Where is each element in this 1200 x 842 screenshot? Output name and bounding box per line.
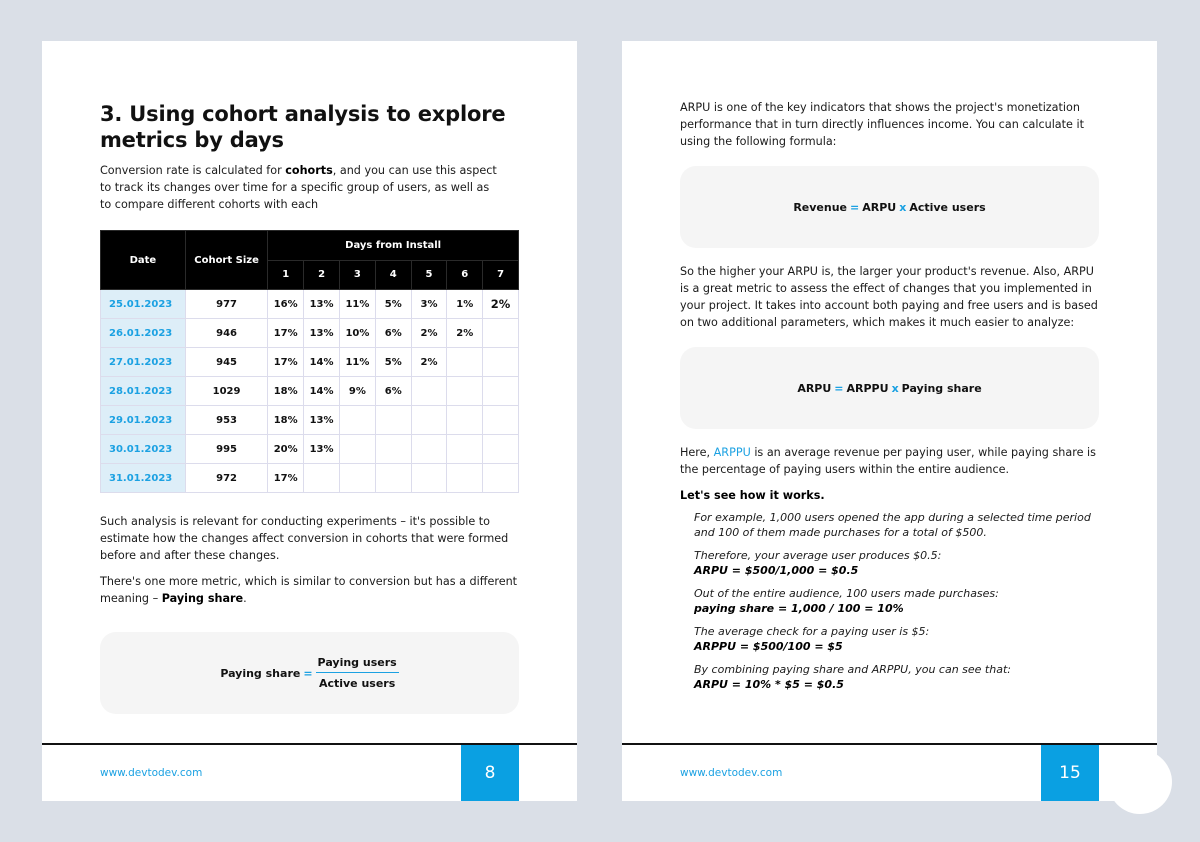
page-number: 8 <box>461 745 519 801</box>
formula-lhs: Paying share <box>220 666 301 680</box>
para-bold: Paying share <box>161 592 244 605</box>
arpu-intro-paragraph: ARPU is one of the key indicators that shows the project's monetization performance that in turn directly influences income. You can calculate it using the following formula: <box>680 101 1084 148</box>
cell-value <box>483 319 519 348</box>
cell-value <box>483 464 519 493</box>
formula-multiply: x <box>891 381 899 395</box>
arppu-link[interactable]: ARPPU <box>713 446 751 459</box>
floating-action-button[interactable] <box>1108 750 1172 814</box>
cell-value: 3% <box>411 290 447 319</box>
cell-value: 13% <box>304 290 340 319</box>
cell-size: 953 <box>185 406 267 435</box>
table-row <box>101 406 519 435</box>
intro-text: Conversion rate is calculated for <box>100 164 286 177</box>
revenue-formula <box>680 166 1099 248</box>
table-row <box>101 377 519 406</box>
cell-value <box>483 435 519 464</box>
cell-value <box>304 464 340 493</box>
intro-paragraph <box>100 162 500 213</box>
cell-value: 2% <box>447 319 483 348</box>
cell-size: 977 <box>185 290 267 319</box>
cell-value <box>447 406 483 435</box>
cell-value: 5% <box>375 348 411 377</box>
cell-value: 6% <box>375 319 411 348</box>
cell-value <box>447 435 483 464</box>
cell-value <box>375 464 411 493</box>
experiments-paragraph: Such analysis is relevant for conducting experiments – it's possible to estimate how the changes affect conversion in cohorts that were formed before and after these changes. <box>100 515 509 562</box>
cell-value: 17% <box>268 464 304 493</box>
cell-value: 11% <box>339 290 375 319</box>
table-row <box>101 464 519 493</box>
cell-value: 13% <box>304 406 340 435</box>
cell-value: 2% <box>411 319 447 348</box>
cell-date: 29.01.2023 <box>101 406 186 435</box>
cell-size: 945 <box>185 348 267 377</box>
cell-value <box>375 406 411 435</box>
cell-date: 25.01.2023 <box>101 290 186 319</box>
header-days-from-install: Days from Install <box>268 231 519 261</box>
formula-multiply: x <box>899 200 907 214</box>
paying-share-paragraph <box>100 573 520 607</box>
header-day: 3 <box>339 260 375 290</box>
cell-value: 6% <box>375 377 411 406</box>
formula-term: Paying share <box>901 381 982 395</box>
cell-value: 14% <box>304 348 340 377</box>
header-day: 4 <box>375 260 411 290</box>
formula-term: ARPPU <box>846 381 889 395</box>
cell-value: 20% <box>268 435 304 464</box>
cell-value <box>375 435 411 464</box>
cell-value <box>411 406 447 435</box>
cell-value <box>411 464 447 493</box>
cell-value: 17% <box>268 348 304 377</box>
cell-value: 2% <box>483 290 519 319</box>
header-day: 6 <box>447 260 483 290</box>
header-date: Date <box>101 231 186 290</box>
example-calc: ARPU = 10% * $5 = $0.5 <box>694 678 844 691</box>
cell-value: 5% <box>375 290 411 319</box>
cell-date: 31.01.2023 <box>101 464 186 493</box>
para-text-end: . <box>243 592 247 605</box>
cell-value <box>411 435 447 464</box>
cell-value: 1% <box>447 290 483 319</box>
cell-size: 946 <box>185 319 267 348</box>
intro-text-end: , and you can use this aspect to track its changes over time for a specific group of users, as well as to compare different cohorts with each <box>100 164 497 211</box>
formula-equals: = <box>850 200 860 214</box>
formula-fraction <box>316 656 399 690</box>
para-text: Here, <box>680 446 714 459</box>
cell-value: 11% <box>339 348 375 377</box>
cell-value <box>483 406 519 435</box>
cell-value <box>483 348 519 377</box>
formula-term: Active users <box>909 200 986 214</box>
arpu-details-paragraph: So the higher your ARPU is, the larger your product's revenue. Also, ARPU is a great metric to assess the effect of changes that you implemented in your project. It takes into account both paying and free users and is based on two additional parameters, which makes it much easier to analyze: <box>680 265 1098 329</box>
header-day: 2 <box>304 260 340 290</box>
para-text: There's one more metric, which is similar to conversion but has a different meaning – <box>100 575 518 605</box>
cell-value: 13% <box>304 319 340 348</box>
section-title: 3. Using cohort analysis to explore metrics by days <box>100 102 506 152</box>
paying-share-formula <box>100 632 519 714</box>
example-block <box>694 586 1094 616</box>
para-text-end: is an average revenue per paying user, while paying share is the percentage of paying users within the entire audience. <box>680 446 1096 476</box>
cell-value: 13% <box>304 435 340 464</box>
cell-value: 18% <box>268 406 304 435</box>
cell-value: 18% <box>268 377 304 406</box>
footer-link[interactable]: www.devtodev.com <box>100 767 203 779</box>
formula-denominator: Active users <box>318 677 396 690</box>
example-calc: paying share = 1,000 / 100 = 10% <box>694 602 904 615</box>
page-number: 15 <box>1041 745 1099 801</box>
formula-term: ARPU <box>862 200 897 214</box>
cell-date: 26.01.2023 <box>101 319 186 348</box>
example-block <box>694 510 1094 540</box>
table-row <box>101 348 519 377</box>
formula-term: ARPU <box>797 381 832 395</box>
page-right <box>622 41 1157 801</box>
table-row <box>101 435 519 464</box>
header-day: 7 <box>483 260 519 290</box>
example-block <box>694 662 1094 692</box>
example-calc: ARPPU = $500/100 = $5 <box>694 640 843 653</box>
example-text: By combining paying share and ARPPU, you can see that: <box>694 663 1011 676</box>
table-row <box>101 290 519 319</box>
cell-value <box>411 377 447 406</box>
cell-value: 17% <box>268 319 304 348</box>
intro-bold: cohorts <box>285 164 333 177</box>
cohort-table <box>100 230 519 493</box>
cell-date: 28.01.2023 <box>101 377 186 406</box>
cell-value: 16% <box>268 290 304 319</box>
formula-term: Revenue <box>793 200 848 214</box>
header-cohort-size: Cohort Size <box>185 231 267 290</box>
cell-value <box>339 464 375 493</box>
cell-value: 14% <box>304 377 340 406</box>
example-block <box>694 548 1094 578</box>
cell-value <box>447 377 483 406</box>
cell-date: 27.01.2023 <box>101 348 186 377</box>
cell-value: 10% <box>339 319 375 348</box>
cell-value <box>339 435 375 464</box>
header-day: 1 <box>268 260 304 290</box>
arpu-formula <box>680 347 1099 429</box>
cell-size: 1029 <box>185 377 267 406</box>
cell-value: 9% <box>339 377 375 406</box>
cell-date: 30.01.2023 <box>101 435 186 464</box>
formula-equals: = <box>303 666 313 680</box>
formula-equals: = <box>834 381 844 395</box>
example-calc: ARPU = $500/1,000 = $0.5 <box>694 564 859 577</box>
cell-size: 995 <box>185 435 267 464</box>
table-row <box>101 319 519 348</box>
cell-value <box>339 406 375 435</box>
example-block <box>694 624 1094 654</box>
example-text: Therefore, your average user produces $0.5: <box>694 549 942 562</box>
lets-see-heading: Let's see how it works. <box>680 489 825 502</box>
page-left <box>42 41 577 801</box>
cell-value <box>483 377 519 406</box>
header-day: 5 <box>411 260 447 290</box>
arppu-definition-paragraph <box>680 444 1100 478</box>
cell-value <box>447 464 483 493</box>
cell-value: 2% <box>411 348 447 377</box>
cell-value <box>447 348 483 377</box>
example-text: For example, 1,000 users opened the app during a selected time period and 100 of them made purchases for a total of $500. <box>694 511 1091 539</box>
example-text: Out of the entire audience, 100 users made purchases: <box>694 587 999 600</box>
cell-size: 972 <box>185 464 267 493</box>
formula-numerator: Paying users <box>316 656 399 673</box>
footer-link[interactable]: www.devtodev.com <box>680 767 783 779</box>
example-text: The average check for a paying user is $5: <box>694 625 930 638</box>
